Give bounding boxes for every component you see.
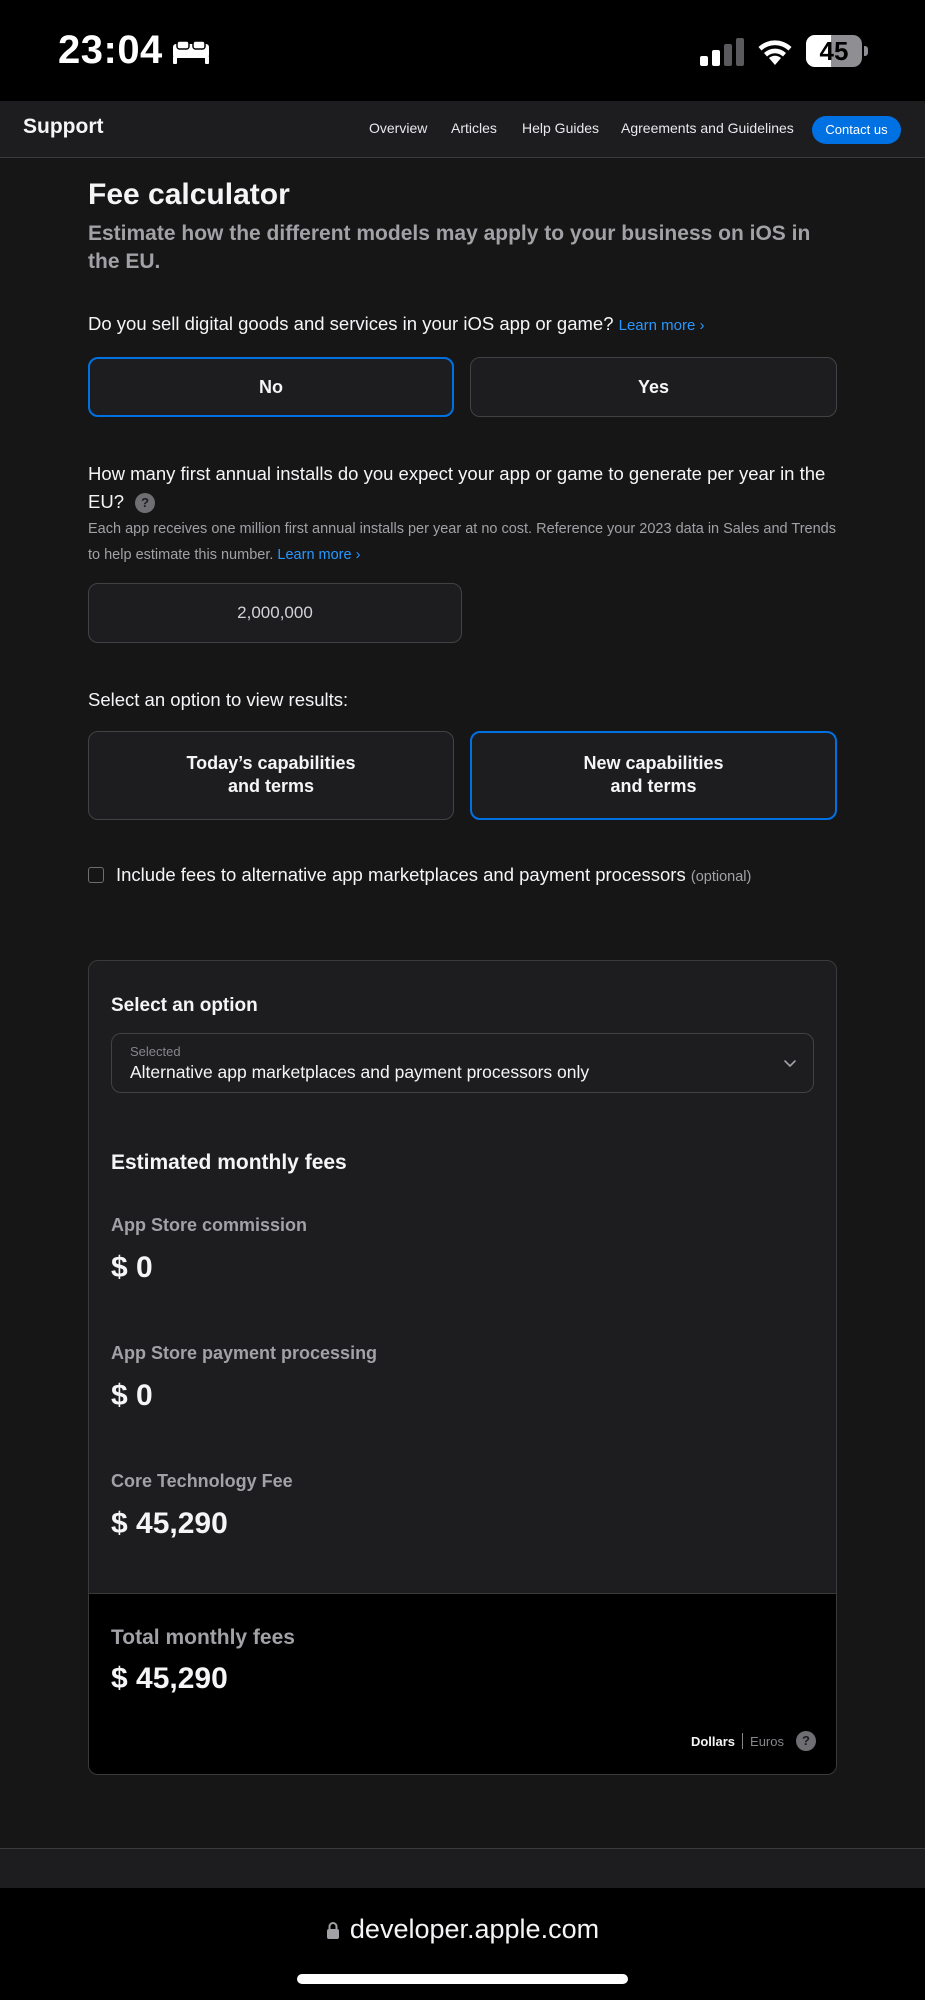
- nav-agreements-link[interactable]: Agreements and Guidelines: [621, 120, 794, 136]
- no-button[interactable]: [88, 357, 454, 417]
- currency-help-icon[interactable]: ?: [796, 1731, 816, 1751]
- digital-goods-question-text: Do you sell digital goods and services in your iOS app or game?: [88, 313, 614, 334]
- status-bar: [0, 0, 925, 101]
- status-time: 23:04: [58, 28, 163, 72]
- new-capabilities-line2: and terms: [610, 776, 697, 796]
- support-nav: [0, 101, 925, 158]
- commission-label: App Store commission: [111, 1215, 308, 1235]
- options-prompt: Select an option to view results:: [88, 689, 349, 710]
- alt-fees-checkbox-label: [116, 864, 751, 886]
- nav-title[interactable]: Support: [23, 115, 104, 138]
- estimated-fees-heading: Estimated monthly fees: [111, 1151, 347, 1174]
- todays-capabilities-button[interactable]: [88, 731, 454, 820]
- select-small-label: Selected: [130, 1044, 181, 1059]
- installs-hint: [88, 516, 837, 568]
- no-button-label: No: [259, 377, 283, 397]
- nav-help-guides-link[interactable]: Help Guides: [522, 120, 600, 136]
- installs-hint-text: Each app receives one million first annual installs per year at no cost. Reference your 2023 data in Sales and Trends to help estimate this number.: [88, 521, 836, 563]
- payment-processing-label: App Store payment processing: [111, 1343, 378, 1363]
- core-technology-fee-label: Core Technology Fee: [111, 1471, 293, 1491]
- total-fees-label: Total monthly fees: [111, 1626, 295, 1649]
- total-section: [89, 1593, 837, 1775]
- yes-button[interactable]: [470, 357, 837, 417]
- digital-goods-question: [88, 310, 705, 340]
- home-indicator[interactable]: [297, 1974, 628, 1984]
- page-subtitle: Estimate how the different models may apply to your business on iOS in the EU.: [88, 222, 811, 273]
- installs-learn-more-link[interactable]: Learn more ›: [277, 547, 361, 563]
- core-technology-fee-value: $ 45,290: [111, 1507, 228, 1540]
- payment-processing-value: $ 0: [111, 1379, 153, 1412]
- browser-url-bar: [0, 1888, 925, 2000]
- nav-overview-link[interactable]: Overview: [369, 120, 428, 136]
- battery-percent: 45: [819, 36, 849, 66]
- help-icon[interactable]: ?: [135, 493, 155, 513]
- url-text: developer.apple.com: [349, 1914, 600, 1944]
- nav-articles-link[interactable]: Articles: [451, 120, 497, 136]
- total-fees-value: $ 45,290: [111, 1662, 228, 1695]
- alt-fees-label-text: Include fees to alternative app marketplaces and payment processors: [116, 864, 686, 885]
- url-field[interactable]: [0, 1914, 925, 1945]
- chevron-down-icon: [783, 1056, 797, 1070]
- alt-fees-checkbox[interactable]: [88, 867, 104, 883]
- results-panel: [88, 960, 837, 1775]
- battery-icon: [806, 35, 868, 67]
- contact-us-button[interactable]: Contact us: [812, 116, 901, 144]
- installs-question: [88, 460, 837, 516]
- installs-question-text: How many first annual installs do you expect your app or game to generate per year in the EU?: [88, 463, 826, 512]
- learn-more-link[interactable]: Learn more ›: [618, 317, 705, 334]
- currency-toggle: [691, 1731, 816, 1751]
- wifi-icon: [757, 36, 793, 66]
- page-title: Fee calculator: [88, 178, 290, 211]
- new-capabilities-button[interactable]: [470, 731, 837, 820]
- cellular-signal-icon: [700, 38, 744, 66]
- currency-divider: [742, 1733, 743, 1749]
- euros-option[interactable]: Euros: [750, 1733, 784, 1749]
- lock-icon: [326, 1921, 340, 1939]
- todays-capabilities-line2: and terms: [227, 776, 315, 796]
- new-capabilities-line1: New capabilities: [583, 753, 724, 773]
- commission-value: $ 0: [111, 1251, 153, 1284]
- select-value: Alternative app marketplaces and payment processors only: [130, 1062, 590, 1082]
- todays-capabilities-line1: Today’s capabilities: [186, 753, 356, 773]
- optional-label: (optional): [690, 869, 752, 885]
- page-footer: [0, 1848, 925, 1888]
- business-model-select[interactable]: [111, 1033, 814, 1093]
- dollars-option[interactable]: Dollars: [690, 1733, 736, 1749]
- bed-icon: [172, 38, 210, 66]
- yes-button-label: Yes: [637, 377, 670, 397]
- installs-input[interactable]: 2,000,000: [88, 583, 462, 643]
- select-option-heading: Select an option: [111, 995, 258, 1016]
